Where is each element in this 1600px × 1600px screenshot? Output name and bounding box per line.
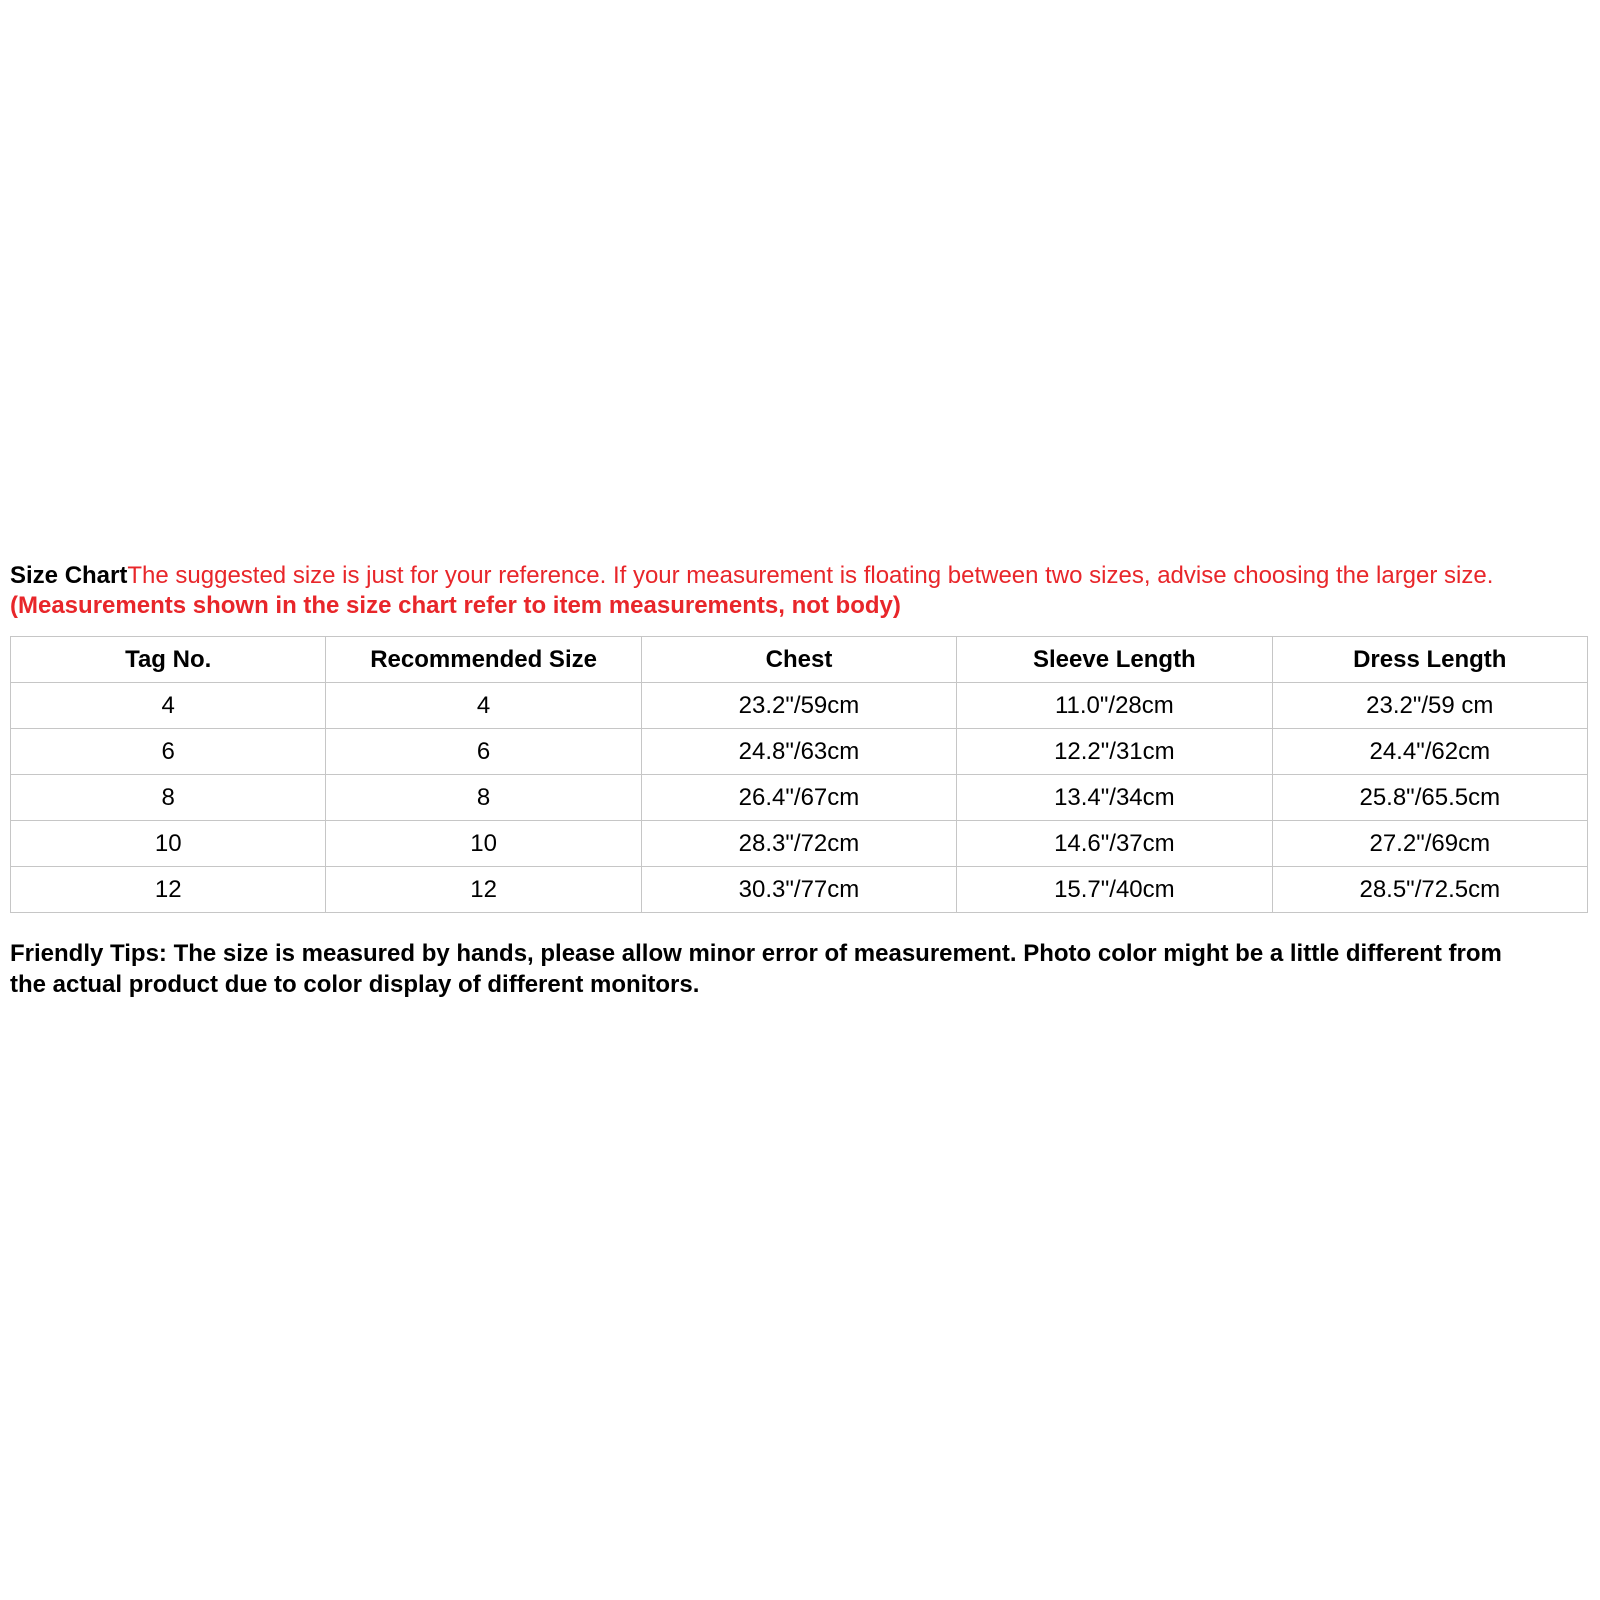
size-chart-table xyxy=(10,636,1588,913)
table-cell: 24.8"/63cm xyxy=(641,729,956,775)
table-cell: 28.3"/72cm xyxy=(641,821,956,867)
size-chart-heading xyxy=(10,561,1540,621)
table-cell: 10 xyxy=(326,821,641,867)
table-row xyxy=(11,729,1588,775)
table-cell: 24.4"/62cm xyxy=(1272,729,1587,775)
column-header-tag-no: Tag No. xyxy=(11,637,326,683)
table-cell: 14.6"/37cm xyxy=(957,821,1272,867)
table-cell: 30.3"/77cm xyxy=(641,867,956,913)
table-cell: 12 xyxy=(11,867,326,913)
table-cell: 13.4"/34cm xyxy=(957,775,1272,821)
column-header-recommended-size: Recommended Size xyxy=(326,637,641,683)
table-cell: 23.2"/59 cm xyxy=(1272,683,1587,729)
table-cell: 25.8"/65.5cm xyxy=(1272,775,1587,821)
table-cell: 8 xyxy=(326,775,641,821)
table-row xyxy=(11,867,1588,913)
table-cell: 23.2"/59cm xyxy=(641,683,956,729)
size-note-text: The suggested size is just for your reference. If your measurement is floating between two sizes, advise choosing the larger size. xyxy=(127,562,1494,589)
table-cell: 10 xyxy=(11,821,326,867)
column-header-sleeve-length: Sleeve Length xyxy=(957,637,1272,683)
table-header-row xyxy=(11,637,1588,683)
table-cell: 8 xyxy=(11,775,326,821)
table-cell: 6 xyxy=(11,729,326,775)
table-cell: 27.2"/69cm xyxy=(1272,821,1587,867)
table-cell: 6 xyxy=(326,729,641,775)
table-cell: 12.2"/31cm xyxy=(957,729,1272,775)
table-row xyxy=(11,775,1588,821)
page-title: Size Chart xyxy=(10,562,128,589)
column-header-dress-length: Dress Length xyxy=(1272,637,1587,683)
column-header-chest: Chest xyxy=(641,637,956,683)
table-cell: 4 xyxy=(326,683,641,729)
table-cell: 4 xyxy=(11,683,326,729)
table-cell: 28.5"/72.5cm xyxy=(1272,867,1587,913)
table-row xyxy=(11,821,1588,867)
friendly-tips: Friendly Tips: The size is measured by hands, please allow minor error of measurement. Photo color might be a little different from the actual product due to color display of different monitors. xyxy=(10,940,1502,998)
table-row xyxy=(11,683,1588,729)
size-note-emphasis: (Measurements shown in the size chart refer to item measurements, not body) xyxy=(10,592,901,619)
table-cell: 26.4"/67cm xyxy=(641,775,956,821)
table-cell: 15.7"/40cm xyxy=(957,867,1272,913)
table-cell: 12 xyxy=(326,867,641,913)
table-cell: 11.0"/28cm xyxy=(957,683,1272,729)
